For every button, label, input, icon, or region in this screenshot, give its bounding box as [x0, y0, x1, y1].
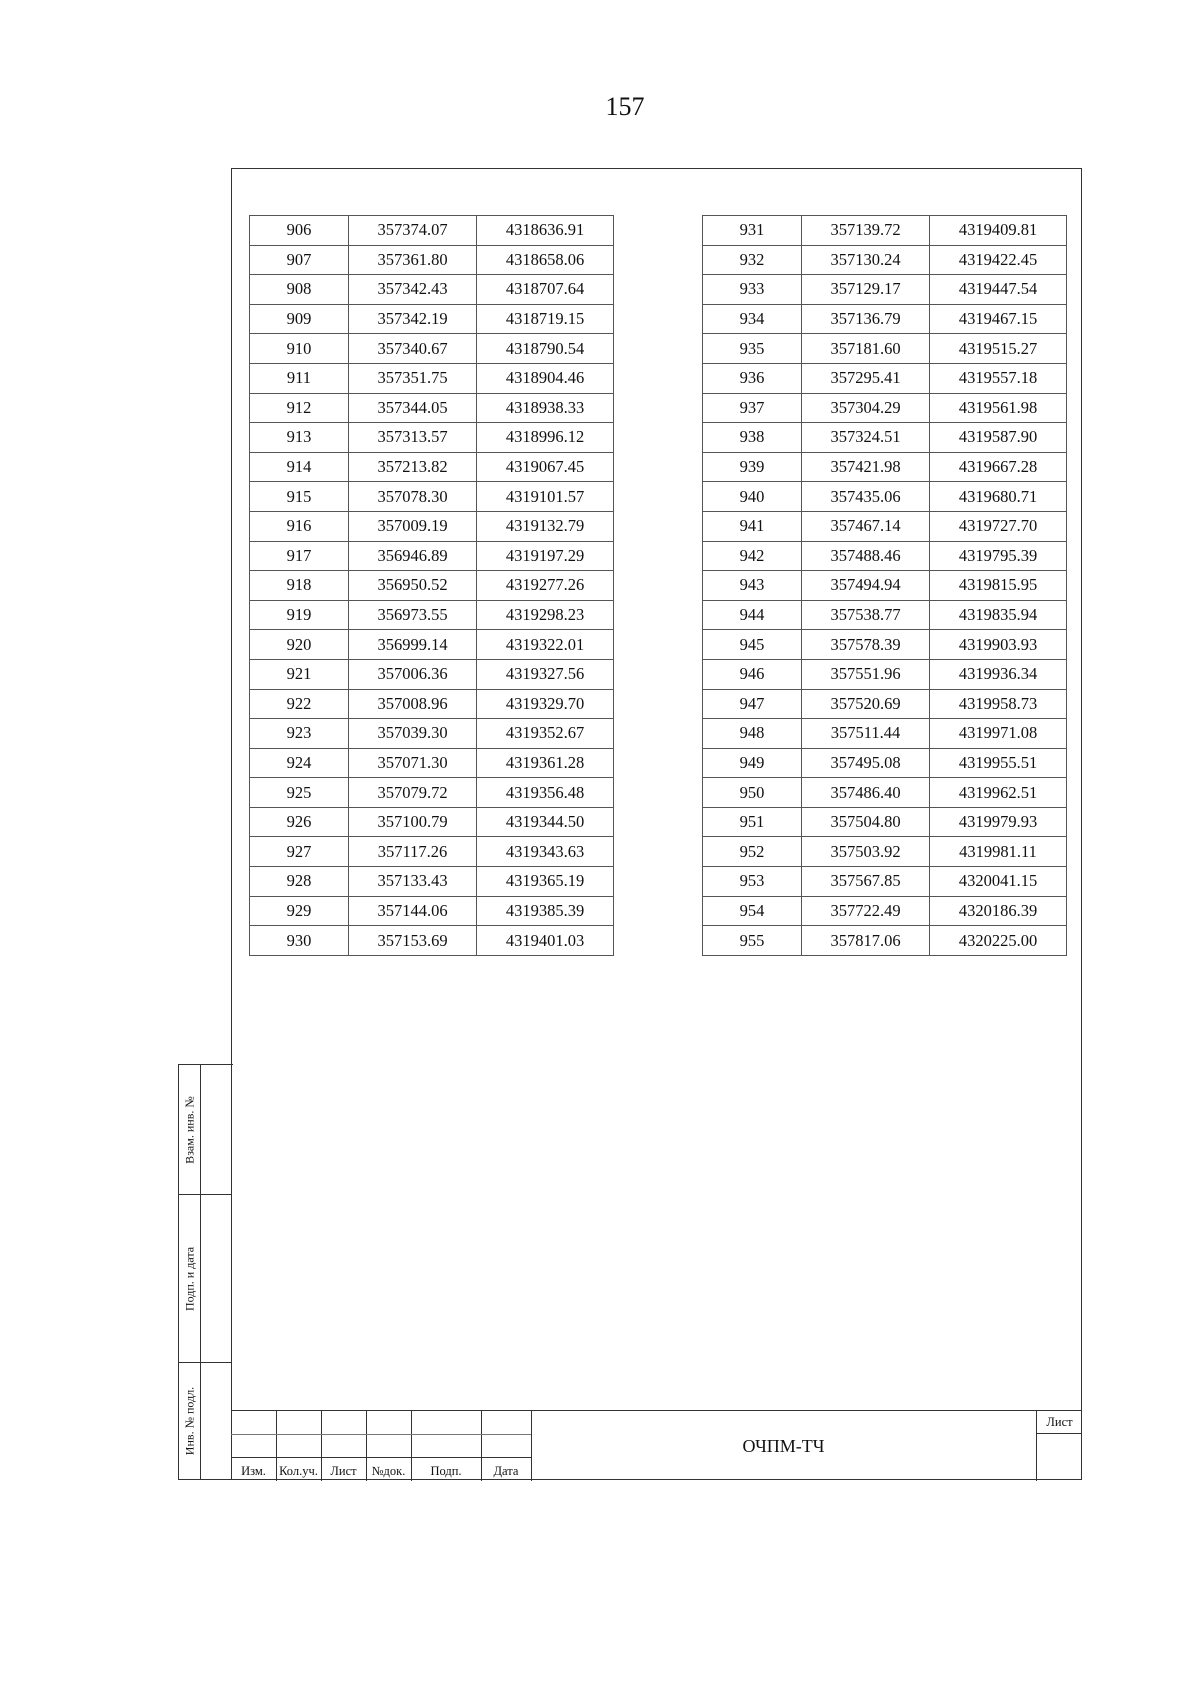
x-coordinate-cell: 357009.19	[349, 511, 477, 541]
tb-label-ndok: №док.	[371, 1464, 406, 1478]
y-coordinate-cell: 4319667.28	[930, 452, 1067, 482]
table-row	[250, 363, 614, 393]
y-coordinate-cell: 4319971.08	[930, 719, 1067, 749]
point-number-cell: 943	[703, 571, 802, 601]
point-number-cell: 908	[250, 275, 349, 305]
y-coordinate-cell: 4318938.33	[477, 393, 614, 423]
sheet-label: Лист	[1037, 1411, 1082, 1434]
point-number-cell: 924	[250, 748, 349, 778]
point-number-cell: 949	[703, 748, 802, 778]
x-coordinate-cell: 357071.30	[349, 748, 477, 778]
x-coordinate-cell: 357039.30	[349, 719, 477, 749]
table-row	[703, 748, 1067, 778]
y-coordinate-cell: 4319356.48	[477, 778, 614, 808]
point-number-cell: 953	[703, 867, 802, 897]
side-cell-sign-date-value	[201, 1195, 232, 1363]
side-cell-ref-inv-value	[201, 1065, 232, 1195]
point-number-cell: 942	[703, 541, 802, 571]
y-coordinate-cell: 4319936.34	[930, 659, 1067, 689]
table-row	[250, 926, 614, 956]
y-coordinate-cell: 4319903.93	[930, 630, 1067, 660]
point-number-cell: 915	[250, 482, 349, 512]
side-label-ref-inv: Взам. инв. №	[182, 1095, 196, 1164]
point-number-cell: 927	[250, 837, 349, 867]
table-row	[250, 245, 614, 275]
point-number-cell: 922	[250, 689, 349, 719]
table-row	[250, 304, 614, 334]
y-coordinate-cell: 4318996.12	[477, 423, 614, 453]
x-coordinate-cell: 357139.72	[802, 216, 930, 246]
point-number-cell: 921	[250, 659, 349, 689]
y-coordinate-cell: 4319385.39	[477, 896, 614, 926]
x-coordinate-cell: 357567.85	[802, 867, 930, 897]
y-coordinate-cell: 4319557.18	[930, 363, 1067, 393]
point-number-cell: 936	[703, 363, 802, 393]
x-coordinate-cell: 357133.43	[349, 867, 477, 897]
table-row	[703, 926, 1067, 956]
side-stamp	[178, 1064, 233, 1480]
y-coordinate-cell: 4318719.15	[477, 304, 614, 334]
table-row	[703, 541, 1067, 571]
y-coordinate-cell: 4319422.45	[930, 245, 1067, 275]
y-coordinate-cell: 4319815.95	[930, 571, 1067, 601]
x-coordinate-cell: 357344.05	[349, 393, 477, 423]
table-row	[703, 304, 1067, 334]
point-number-cell: 912	[250, 393, 349, 423]
point-number-cell: 919	[250, 600, 349, 630]
point-number-cell: 914	[250, 452, 349, 482]
table-row	[250, 719, 614, 749]
point-number-cell: 930	[250, 926, 349, 956]
point-number-cell: 929	[250, 896, 349, 926]
point-number-cell: 937	[703, 393, 802, 423]
y-coordinate-cell: 4319401.03	[477, 926, 614, 956]
x-coordinate-cell: 357467.14	[802, 511, 930, 541]
point-number-cell: 907	[250, 245, 349, 275]
x-coordinate-cell: 357181.60	[802, 334, 930, 364]
x-coordinate-cell: 357520.69	[802, 689, 930, 719]
point-number-cell: 913	[250, 423, 349, 453]
side-cell-sign-date	[179, 1195, 201, 1363]
point-number-cell: 933	[703, 275, 802, 305]
x-coordinate-cell: 357511.44	[802, 719, 930, 749]
y-coordinate-cell: 4319515.27	[930, 334, 1067, 364]
table-row	[250, 334, 614, 364]
y-coordinate-cell: 4319277.26	[477, 571, 614, 601]
x-coordinate-cell: 357342.19	[349, 304, 477, 334]
y-coordinate-cell: 4319979.93	[930, 807, 1067, 837]
table-row	[250, 275, 614, 305]
point-number-cell: 948	[703, 719, 802, 749]
x-coordinate-cell: 357504.80	[802, 807, 930, 837]
x-coordinate-cell: 357342.43	[349, 275, 477, 305]
table-row	[250, 748, 614, 778]
x-coordinate-cell: 357144.06	[349, 896, 477, 926]
y-coordinate-cell: 4319795.39	[930, 541, 1067, 571]
point-number-cell: 917	[250, 541, 349, 571]
x-coordinate-cell: 357295.41	[802, 363, 930, 393]
table-row	[250, 452, 614, 482]
y-coordinate-cell: 4318636.91	[477, 216, 614, 246]
point-number-cell: 939	[703, 452, 802, 482]
y-coordinate-cell: 4318707.64	[477, 275, 614, 305]
x-coordinate-cell: 357538.77	[802, 600, 930, 630]
x-coordinate-cell: 357578.39	[802, 630, 930, 660]
x-coordinate-cell: 357551.96	[802, 659, 930, 689]
point-number-cell: 931	[703, 216, 802, 246]
side-label-sign-date: Подп. и дата	[182, 1246, 196, 1311]
y-coordinate-cell: 4319981.11	[930, 837, 1067, 867]
table-row	[250, 837, 614, 867]
x-coordinate-cell: 357817.06	[802, 926, 930, 956]
point-number-cell: 935	[703, 334, 802, 364]
x-coordinate-cell: 357435.06	[802, 482, 930, 512]
y-coordinate-cell: 4319132.79	[477, 511, 614, 541]
y-coordinate-cell: 4319958.73	[930, 689, 1067, 719]
table-row	[703, 511, 1067, 541]
y-coordinate-cell: 4319447.54	[930, 275, 1067, 305]
point-number-cell: 947	[703, 689, 802, 719]
x-coordinate-cell: 357722.49	[802, 896, 930, 926]
table-row	[250, 216, 614, 246]
y-coordinate-cell: 4319962.51	[930, 778, 1067, 808]
y-coordinate-cell: 4319322.01	[477, 630, 614, 660]
table-row	[703, 393, 1067, 423]
y-coordinate-cell: 4319352.67	[477, 719, 614, 749]
point-number-cell: 940	[703, 482, 802, 512]
y-coordinate-cell: 4319835.94	[930, 600, 1067, 630]
title-block	[231, 1410, 1082, 1481]
x-coordinate-cell: 357361.80	[349, 245, 477, 275]
y-coordinate-cell: 4319587.90	[930, 423, 1067, 453]
table-row	[703, 630, 1067, 660]
table-row	[703, 363, 1067, 393]
table-row	[250, 896, 614, 926]
x-coordinate-cell: 357117.26	[349, 837, 477, 867]
y-coordinate-cell: 4319467.15	[930, 304, 1067, 334]
tb-label-list: Лист	[330, 1464, 357, 1478]
point-number-cell: 928	[250, 867, 349, 897]
x-coordinate-cell: 357324.51	[802, 423, 930, 453]
y-coordinate-cell: 4319955.51	[930, 748, 1067, 778]
x-coordinate-cell: 357486.40	[802, 778, 930, 808]
y-coordinate-cell: 4319409.81	[930, 216, 1067, 246]
point-number-cell: 946	[703, 659, 802, 689]
point-number-cell: 955	[703, 926, 802, 956]
y-coordinate-cell: 4319298.23	[477, 600, 614, 630]
table-row	[703, 778, 1067, 808]
y-coordinate-cell: 4319101.57	[477, 482, 614, 512]
table-row	[703, 423, 1067, 453]
table-row	[703, 867, 1067, 897]
point-number-cell: 952	[703, 837, 802, 867]
tb-row-line	[231, 1434, 531, 1435]
x-coordinate-cell: 357100.79	[349, 807, 477, 837]
tb-label-koluch: Кол.уч.	[279, 1464, 318, 1478]
x-coordinate-cell: 357313.57	[349, 423, 477, 453]
y-coordinate-cell: 4319561.98	[930, 393, 1067, 423]
x-coordinate-cell: 357130.24	[802, 245, 930, 275]
table-row	[703, 719, 1067, 749]
table-row	[250, 393, 614, 423]
x-coordinate-cell: 357008.96	[349, 689, 477, 719]
table-row	[250, 778, 614, 808]
x-coordinate-cell: 357153.69	[349, 926, 477, 956]
x-coordinate-cell: 356950.52	[349, 571, 477, 601]
table-row	[703, 245, 1067, 275]
point-number-cell: 950	[703, 778, 802, 808]
page-number: 157	[605, 92, 645, 121]
table-row	[703, 659, 1067, 689]
x-coordinate-cell: 357006.36	[349, 659, 477, 689]
point-number-cell: 925	[250, 778, 349, 808]
x-coordinate-cell: 357340.67	[349, 334, 477, 364]
coordinates-table-left	[249, 215, 614, 956]
point-number-cell: 910	[250, 334, 349, 364]
x-coordinate-cell: 357136.79	[802, 304, 930, 334]
point-number-cell: 941	[703, 511, 802, 541]
y-coordinate-cell: 4319365.19	[477, 867, 614, 897]
tb-label-podp: Подп.	[430, 1464, 462, 1478]
table-row	[250, 659, 614, 689]
table-row	[703, 452, 1067, 482]
y-coordinate-cell: 4319197.29	[477, 541, 614, 571]
table-row	[703, 275, 1067, 305]
tb-row-line	[231, 1457, 531, 1458]
x-coordinate-cell: 357078.30	[349, 482, 477, 512]
point-number-cell: 934	[703, 304, 802, 334]
table-row	[703, 600, 1067, 630]
tb-label-data: Дата	[493, 1464, 519, 1478]
x-coordinate-cell: 357421.98	[802, 452, 930, 482]
table-row	[703, 837, 1067, 867]
table-row	[703, 482, 1067, 512]
x-coordinate-cell: 357488.46	[802, 541, 930, 571]
point-number-cell: 923	[250, 719, 349, 749]
point-number-cell: 909	[250, 304, 349, 334]
y-coordinate-cell: 4320041.15	[930, 867, 1067, 897]
x-coordinate-cell: 357351.75	[349, 363, 477, 393]
table-row	[250, 511, 614, 541]
document-code: ОЧПМ-ТЧ	[531, 1411, 1037, 1481]
x-coordinate-cell: 357079.72	[349, 778, 477, 808]
y-coordinate-cell: 4319727.70	[930, 511, 1067, 541]
point-number-cell: 938	[703, 423, 802, 453]
table-row	[250, 807, 614, 837]
point-number-cell: 920	[250, 630, 349, 660]
point-number-cell: 944	[703, 600, 802, 630]
table-row	[250, 482, 614, 512]
y-coordinate-cell: 4319067.45	[477, 452, 614, 482]
point-number-cell: 951	[703, 807, 802, 837]
y-coordinate-cell: 4319361.28	[477, 748, 614, 778]
y-coordinate-cell: 4319344.50	[477, 807, 614, 837]
x-coordinate-cell: 357374.07	[349, 216, 477, 246]
table-row	[703, 807, 1067, 837]
x-coordinate-cell: 357129.17	[802, 275, 930, 305]
point-number-cell: 918	[250, 571, 349, 601]
x-coordinate-cell: 357495.08	[802, 748, 930, 778]
side-label-inv-no: Инв. № подл.	[182, 1386, 196, 1456]
point-number-cell: 926	[250, 807, 349, 837]
y-coordinate-cell: 4319680.71	[930, 482, 1067, 512]
y-coordinate-cell: 4318790.54	[477, 334, 614, 364]
y-coordinate-cell: 4318658.06	[477, 245, 614, 275]
y-coordinate-cell: 4320225.00	[930, 926, 1067, 956]
coordinates-table-right	[702, 215, 1067, 956]
x-coordinate-cell: 357503.92	[802, 837, 930, 867]
x-coordinate-cell: 356973.55	[349, 600, 477, 630]
y-coordinate-cell: 4318904.46	[477, 363, 614, 393]
table-row	[703, 216, 1067, 246]
table-row	[250, 423, 614, 453]
table-row	[250, 867, 614, 897]
x-coordinate-cell: 357494.94	[802, 571, 930, 601]
side-cell-ref-inv	[179, 1065, 201, 1195]
table-row	[703, 334, 1067, 364]
y-coordinate-cell: 4319327.56	[477, 659, 614, 689]
table-row	[703, 571, 1067, 601]
table-row	[250, 689, 614, 719]
x-coordinate-cell: 357213.82	[349, 452, 477, 482]
point-number-cell: 954	[703, 896, 802, 926]
x-coordinate-cell: 356999.14	[349, 630, 477, 660]
point-number-cell: 916	[250, 511, 349, 541]
table-row	[250, 571, 614, 601]
point-number-cell: 945	[703, 630, 802, 660]
x-coordinate-cell: 356946.89	[349, 541, 477, 571]
point-number-cell: 911	[250, 363, 349, 393]
y-coordinate-cell: 4320186.39	[930, 896, 1067, 926]
side-cell-inv-no	[179, 1363, 201, 1479]
y-coordinate-cell: 4319329.70	[477, 689, 614, 719]
point-number-cell: 906	[250, 216, 349, 246]
table-row	[703, 689, 1067, 719]
y-coordinate-cell: 4319343.63	[477, 837, 614, 867]
table-row	[250, 541, 614, 571]
point-number-cell: 932	[703, 245, 802, 275]
table-row	[703, 896, 1067, 926]
x-coordinate-cell: 357304.29	[802, 393, 930, 423]
table-row	[250, 600, 614, 630]
tb-label-izm: Изм.	[241, 1464, 266, 1478]
table-row	[250, 630, 614, 660]
